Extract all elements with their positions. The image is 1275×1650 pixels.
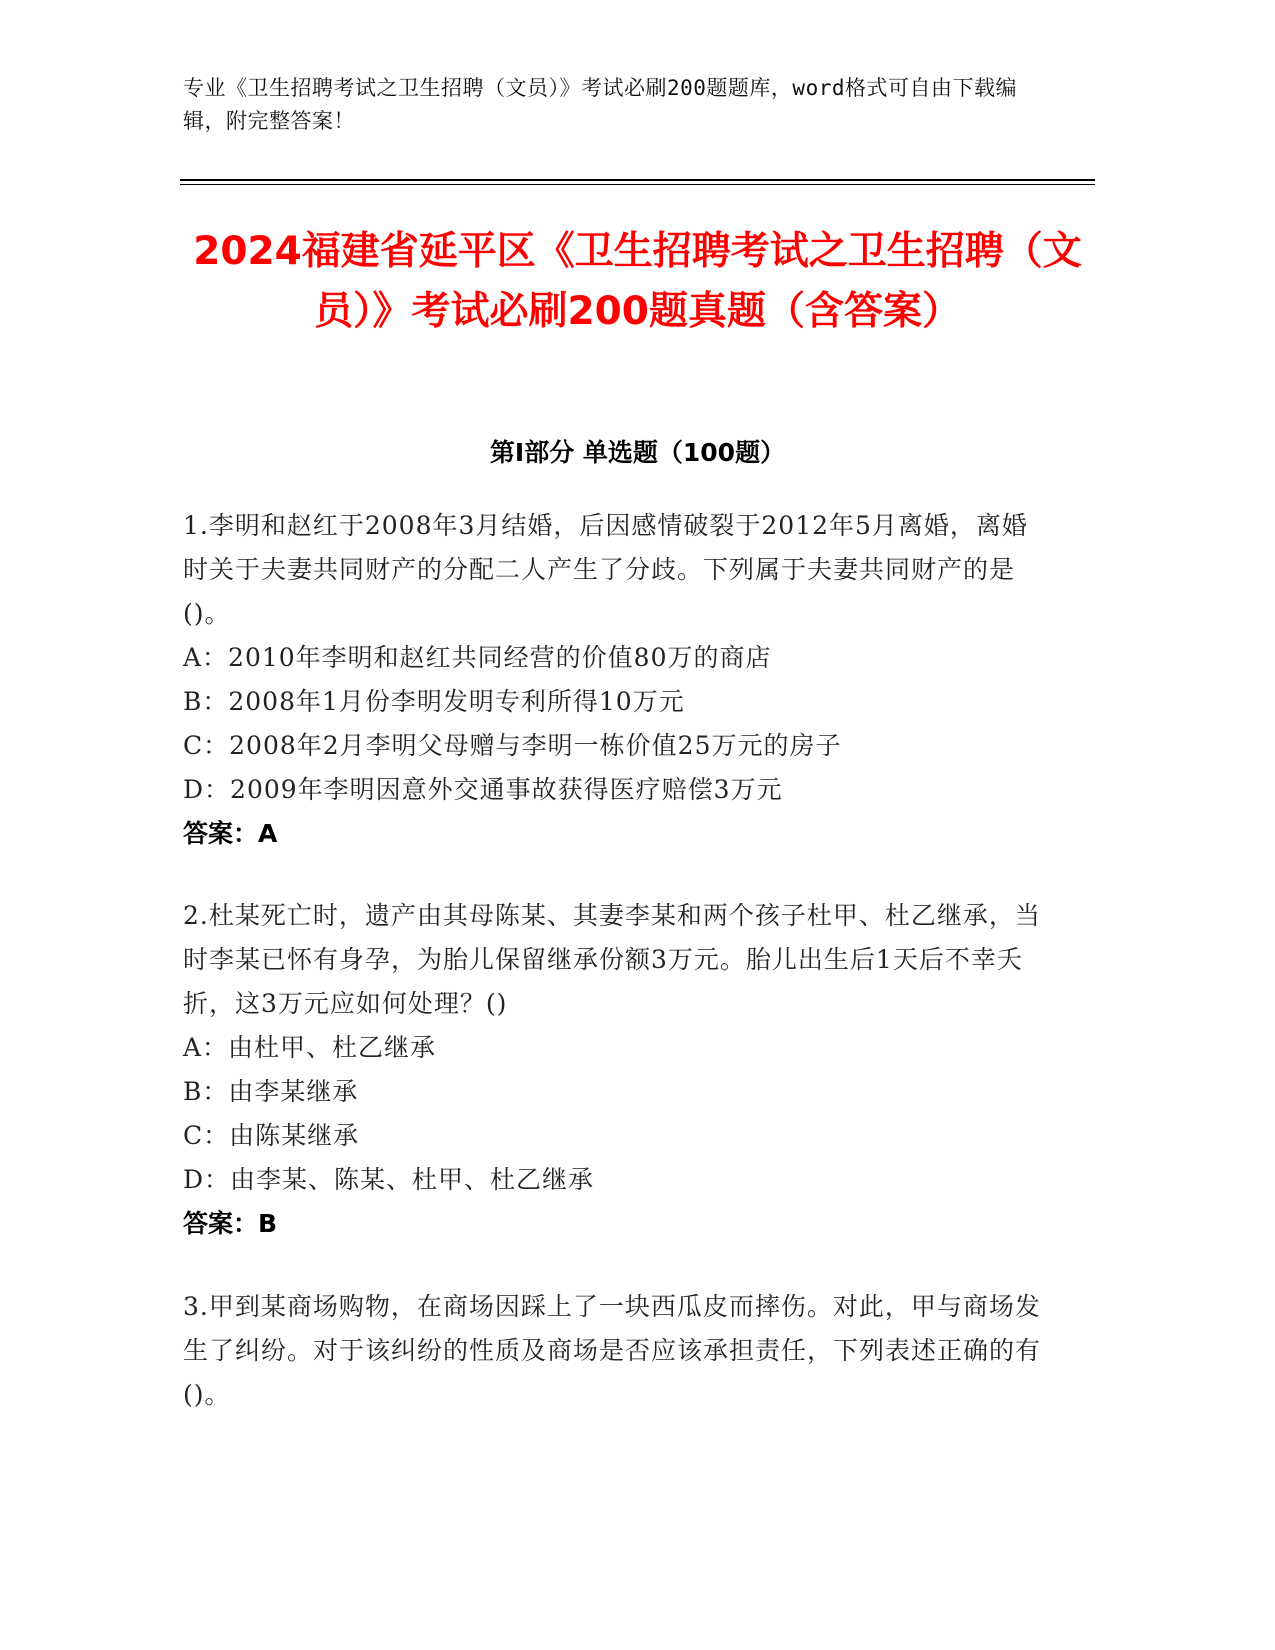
question-1	[183, 504, 1053, 856]
document-title: 2024福建省延平区《卫生招聘考试之卫生招聘（文员）》考试必刷200题真题（含答案）	[193, 229, 1082, 334]
header-rule-thick	[180, 179, 1095, 181]
question-3	[183, 1285, 1053, 1417]
option-d: D：2009年李明因意外交通事故获得医疗赔偿3万元	[183, 775, 783, 804]
option-b: B：2008年1月份李明发明专利所得10万元	[183, 687, 685, 716]
option-d: D：由李某、陈某、杜甲、杜乙继承	[183, 1165, 595, 1194]
section-heading: 第I部分 单选题（100题）	[489, 438, 786, 467]
question-2	[183, 894, 1053, 1246]
question-stem: 2.杜某死亡时，遗产由其母陈某、其妻李某和两个孩子杜甲、杜乙继承，当时李某已怀有身孕，为胎儿保留继承份额3万元。胎儿出生后1天后不幸夭折，这3万元应如何处理？()	[183, 901, 1041, 1018]
header-note: 专业《卫生招聘考试之卫生招聘（文员）》考试必刷200题题库，word格式可自由下载编辑，附完整答案！	[183, 76, 1017, 133]
option-c: C：由陈某继承	[183, 1121, 360, 1150]
question-stem: 1.李明和赵红于2008年3月结婚，后因感情破裂于2012年5月离婚，离婚时关于夫妻共同财产的分配二人产生了分歧。下列属于夫妻共同财产的是()。	[183, 511, 1028, 628]
question-stem: 3.甲到某商场购物，在商场因踩上了一块西瓜皮而摔伤。对此，甲与商场发生了纠纷。对于该纠纷的性质及商场是否应该承担责任，下列表述正确的有()。	[183, 1292, 1042, 1409]
header-rule-thin	[180, 184, 1095, 185]
option-c: C：2008年2月李明父母赠与李明一栋价值25万元的房子	[183, 731, 842, 760]
answer: 答案：A	[183, 819, 278, 848]
option-a: A：2010年李明和赵红共同经营的价值80万的商店	[183, 643, 772, 672]
answer: 答案：B	[183, 1209, 278, 1238]
option-b: B：由李某继承	[183, 1077, 359, 1106]
option-a: A：由杜甲、杜乙继承	[183, 1033, 437, 1062]
